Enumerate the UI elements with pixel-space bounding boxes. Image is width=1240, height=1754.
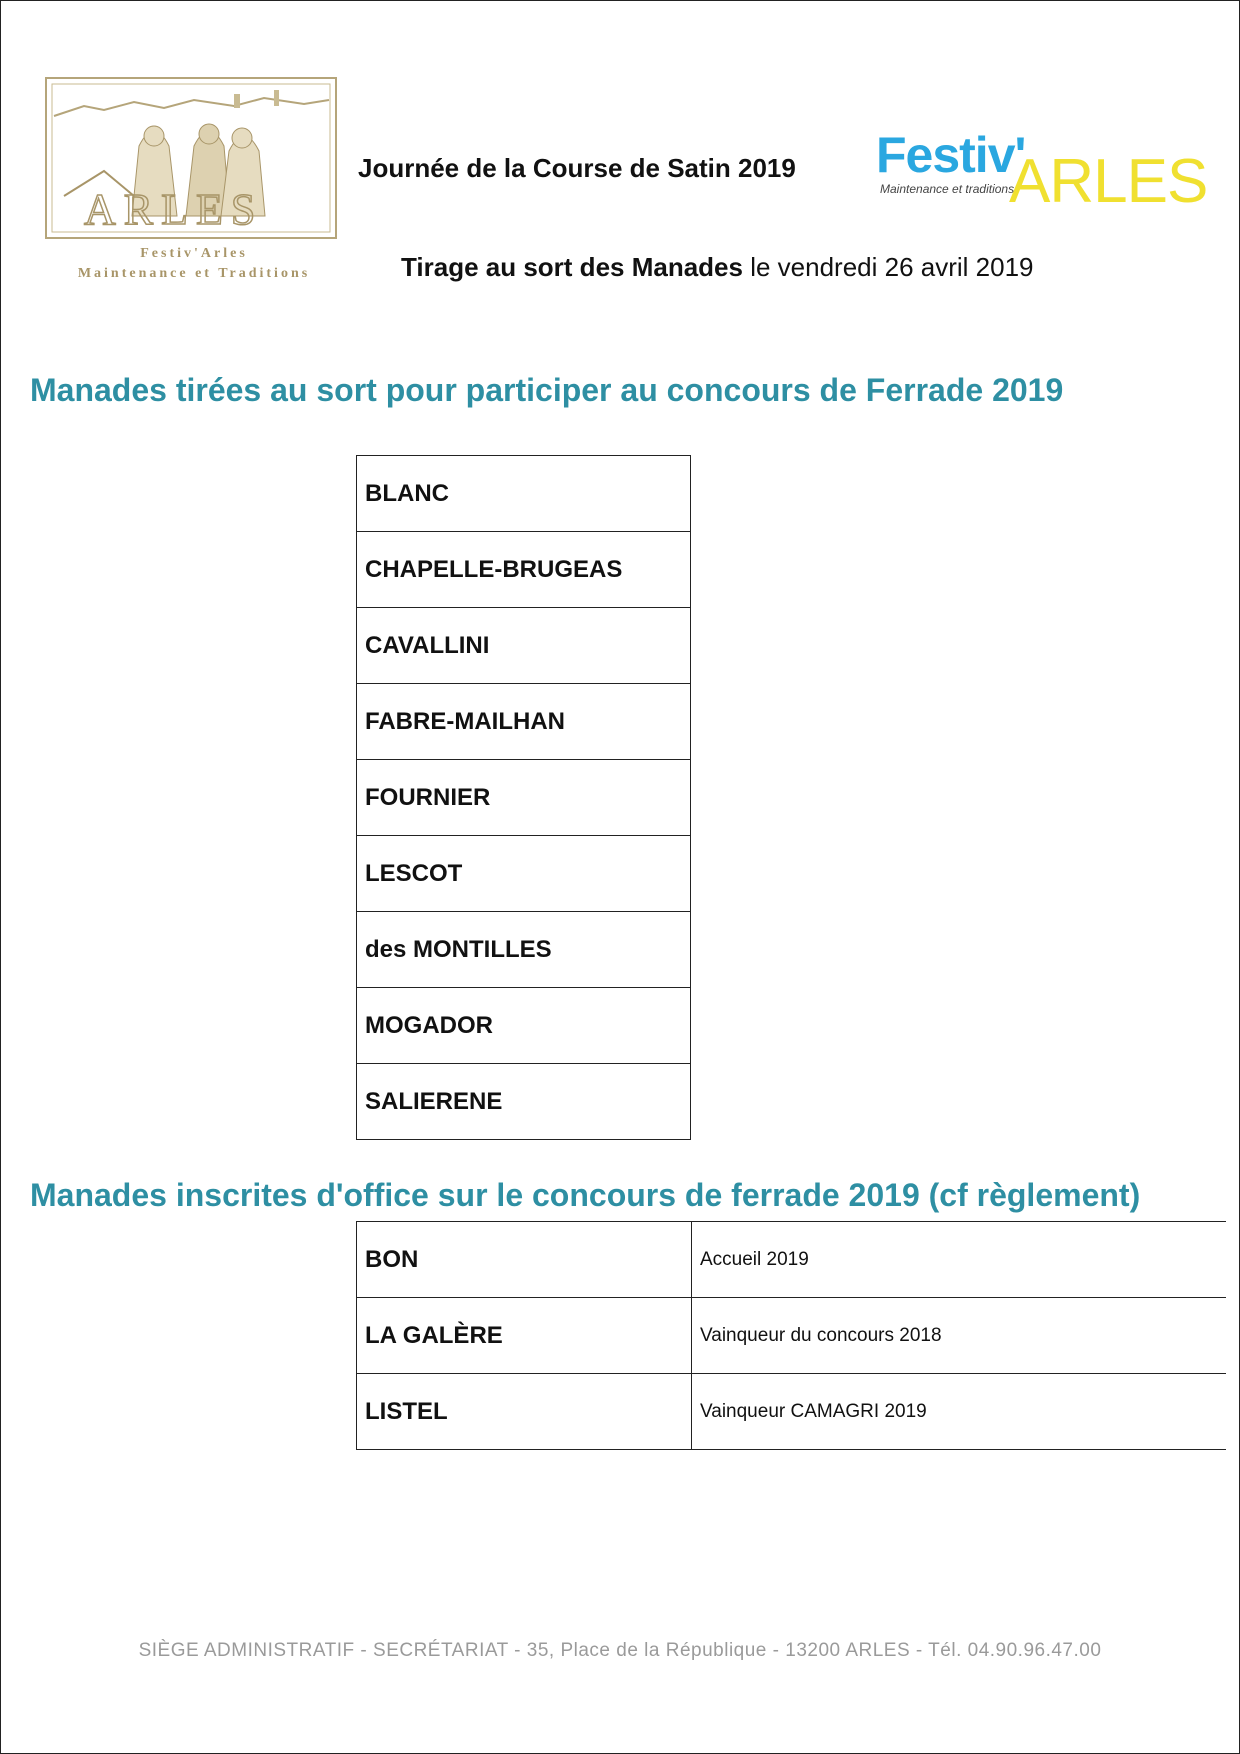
manade-name: LESCOT (357, 836, 691, 912)
manade-note: Vainqueur du concours 2018 (692, 1298, 1227, 1374)
manade-name: des MONTILLES (357, 912, 691, 988)
table-row (357, 684, 691, 760)
manade-name: FABRE-MAILHAN (357, 684, 691, 760)
manade-name: FOURNIER (357, 760, 691, 836)
draw-date: le vendredi 26 avril 2019 (742, 252, 1034, 282)
logo-tagline: Maintenance et traditions (880, 182, 1015, 196)
manade-name: SALIERENE (357, 1064, 691, 1140)
table-row (357, 1374, 1227, 1450)
logo-arles-text: ARLES (1009, 147, 1208, 216)
manade-name: CHAPELLE-BRUGEAS (357, 532, 691, 608)
manade-note: Accueil 2019 (692, 1222, 1227, 1298)
manade-name: BON (357, 1222, 692, 1298)
table-row (357, 988, 691, 1064)
emblem-line-1: Festiv'Arles (140, 246, 248, 261)
page-title: Journée de la Course de Satin 2019 (358, 153, 796, 183)
footer-address: SIÈGE ADMINISTRATIF - SECRÉTARIAT - 35, Place de la République - 13200 ARLES - Tél. 04.90.96.47.00 (138, 1640, 1102, 1661)
table-row (357, 1298, 1227, 1374)
logo-festiv-text: Festiv' (876, 127, 1026, 183)
table-row (357, 836, 691, 912)
manade-name: CAVALLINI (357, 608, 691, 684)
festiv-arles-logo (876, 126, 1208, 216)
table-row (357, 532, 691, 608)
manade-name: MOGADOR (357, 988, 691, 1064)
table-row (357, 760, 691, 836)
table-row (357, 1064, 691, 1140)
table-row (357, 456, 691, 532)
draw-date-line (401, 252, 1034, 283)
drawn-manades-table (356, 455, 691, 1140)
arles-engraving-icon (44, 76, 344, 240)
automatic-manades-table (356, 1221, 1226, 1450)
table-row (357, 608, 691, 684)
table-row (357, 912, 691, 988)
manade-name: LISTEL (357, 1374, 692, 1450)
svg-text:ARLES: ARLES (84, 185, 264, 234)
festiv-arles-emblem (44, 76, 344, 290)
manade-name: BLANC (357, 456, 691, 532)
table-row (357, 1222, 1227, 1298)
manade-note: Vainqueur CAMAGRI 2019 (692, 1374, 1227, 1450)
manade-name: LA GALÈRE (357, 1298, 692, 1374)
section-heading-drawn: Manades tirées au sort pour participer au concours de Ferrade 2019 (30, 372, 1064, 408)
emblem-line-2: Maintenance et Traditions (77, 266, 311, 281)
section-heading-automatic: Manades inscrites d'office sur le concours de ferrade 2019 (cf règlement) (30, 1177, 1141, 1213)
draw-label: Tirage au sort des Manades (401, 252, 743, 282)
